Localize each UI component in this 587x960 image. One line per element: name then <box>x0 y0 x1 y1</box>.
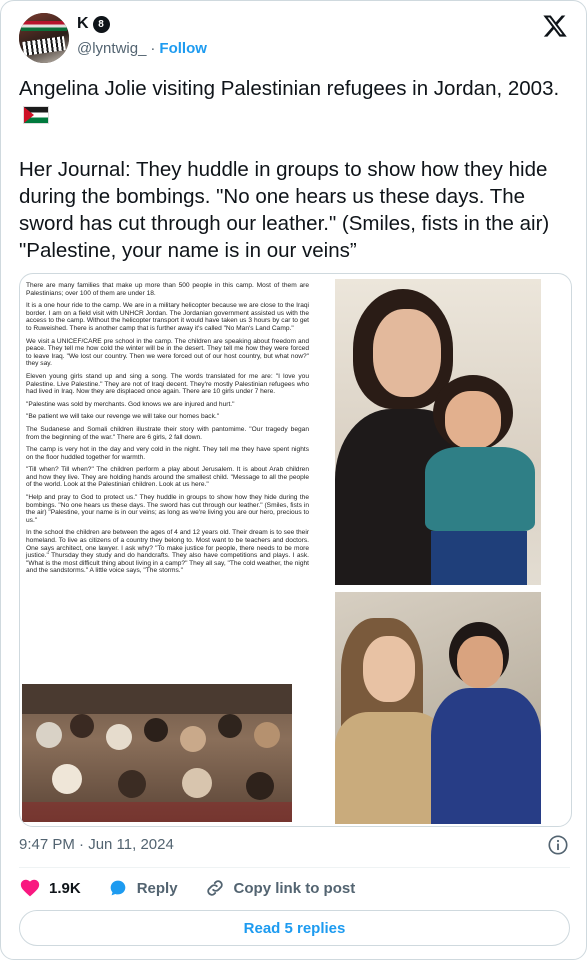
author-handle[interactable]: @lyntwig_ <box>77 40 147 57</box>
action-bar <box>19 877 381 899</box>
copy-link-button[interactable] <box>204 877 356 899</box>
copy-link-label: Copy link to post <box>233 879 356 897</box>
journal-paragraph: In the school the children are between the ages of 4 and 12 years old. Their dream is to see their homeland. To live as citizens of a country they belong to. Most want to be teachers and doctors. One says architect, one lawyer. I ask why? "To make justice for people, there needs to be more justice." Thursday they study and do handcrafts. They also have competitions and plays. I ask. "What is the most difficult thing about living in a camp?" They all say, "The cold weather, the night and the sandstorms." A little voice says, "The storms." <box>26 529 310 575</box>
reply-bubble-icon <box>107 877 129 899</box>
media-image[interactable] <box>19 273 572 827</box>
tweet-body: Her Journal: They huddle in groups to show how they hide during the bombings. "No one hears us these days. The sword has cut through our leather." (Smiles, fists in the air) "Palestine, your name is in our veins” <box>19 158 550 262</box>
journal-paragraph: The Sudanese and Somali children illustrate their story with pantomime. "Our tragedy began from the beginning of the war." There are 6 girls, 2 fall down. <box>26 425 309 441</box>
journal-paragraph: "Be patient we will take our revenge we will take our homes back." <box>26 413 220 421</box>
palestine-flag-icon <box>23 106 49 124</box>
avatar[interactable] <box>19 13 69 63</box>
info-icon[interactable] <box>547 834 569 856</box>
tweet-line1: Angelina Jolie visiting Palestinian refugees in Jordan, 2003. <box>19 77 560 100</box>
tweet-text <box>19 75 574 264</box>
photo-children-group <box>22 684 292 822</box>
journal-paragraph: "Palestine was sold by merchants. God knows we are injured and hurt." <box>26 400 235 408</box>
journal-paragraph: Eleven young girls stand up and sing a song. The words translated for me are: "I love you Palestine. Live Palestine." They are not of Iraqi decent. They're mostly Palestinian refugees who had lived in Iraq. Now they are displaced once again. There are 10 girls under 7 here. <box>26 372 309 396</box>
author-handle-row <box>77 40 207 57</box>
journal-paragraph: The camp is very hot in the day and very cold in the night. They tell me they have spent nights on the floor huddled together for warmth. <box>26 446 309 461</box>
separator-dot: · <box>150 40 156 57</box>
author-badge: 8 <box>93 16 110 33</box>
reply-label: Reply <box>136 879 178 897</box>
avatar-flag-graphic <box>21 21 67 31</box>
heart-icon <box>19 877 41 899</box>
follow-button[interactable]: Follow <box>159 40 207 57</box>
divider <box>19 867 570 868</box>
link-icon <box>204 877 226 899</box>
timestamp[interactable]: 9:47 PM · Jun 11, 2024 <box>19 836 174 853</box>
journal-paragraph: We visit a UNICEF/CARE pre school in the camp. The children are speaking about freedom and peace. They tell me how cold the winter will be in the desert. They tell me how they were forced to leave Iraq. "We lost our country. Then we were forced out of our host country, but what now?" they say. <box>26 337 309 368</box>
x-logo-icon[interactable] <box>542 13 568 39</box>
like-button[interactable] <box>19 877 81 899</box>
journal-paragraph: "Help and pray to God to protect us." They huddle in groups to show how they hide during the bombings. "No one hears us these days. The sword has cut through our leather." (Smiles, fists in the air) "Palestine, your name is in our veins; as long as we're living you are our hero, precious to us." <box>26 494 309 524</box>
photo-jolie-with-girl <box>335 592 541 824</box>
journal-paragraph: "Till when? Till when?" The children perform a play about Jerusalem. It is about Arab children and how they live. They are holding hands around the smallest child. "Message to all the people of the world. Look at the Palestinian children. Look at us here." <box>26 466 309 489</box>
read-replies-button[interactable]: Read 5 replies <box>19 910 570 946</box>
journal-text <box>26 282 309 580</box>
journal-paragraph: It is a one hour ride to the camp. We are in a military helicopter because we are close to the Iraqi border. I am on a field visit with UNHCR Jordan. The Jordanian government assisted us with the access to the camp. Without the helicopter transport it would have taken us 3 hours by car to get to Ruweished. There is another camp that is further away it's called "No Man's Land Camp." <box>26 302 309 332</box>
reply-button[interactable] <box>107 877 178 899</box>
like-count: 1.9K <box>49 879 81 897</box>
author-name[interactable]: K <box>77 15 89 32</box>
journal-paragraph: There are many families that make up more than 500 people in this camp. Most of them are Palestinians; over 100 of them are under 18. <box>26 282 309 297</box>
author-name-row[interactable] <box>77 15 110 33</box>
photo-jolie-with-child <box>335 279 541 585</box>
